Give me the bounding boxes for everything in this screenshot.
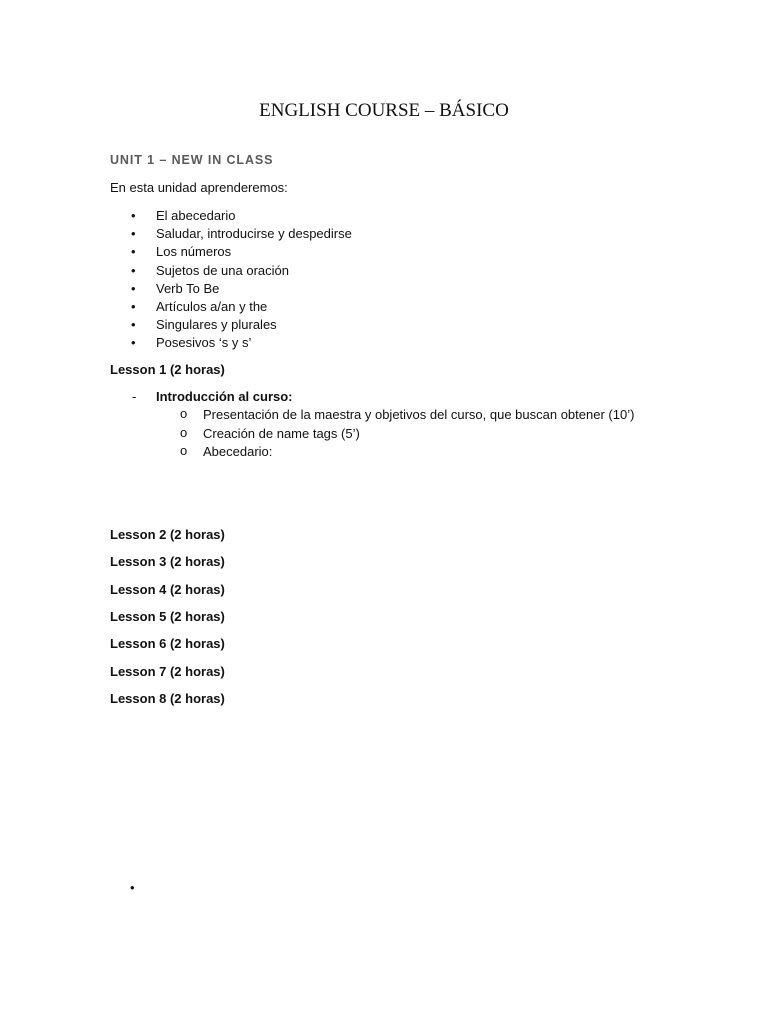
lesson-2-heading: Lesson 2 (2 horas) [110,527,225,542]
list-item [110,280,352,298]
bullet-icon: • [131,262,136,278]
lesson-1-heading: Lesson 1 (2 horas) [110,362,225,377]
topic-text: Los números [156,244,232,260]
lesson-4-heading: Lesson 4 (2 horas) [110,582,225,597]
bullet-icon: • [131,280,136,296]
list-item [178,425,634,444]
topics-list [110,207,352,353]
circle-bullet-icon: o [180,443,188,458]
lesson-6-heading: Lesson 6 (2 horas) [110,636,225,651]
bullet-icon: • [131,244,136,260]
topic-text: Posesivos ‘s y s’ [156,335,252,351]
list-item [178,443,634,462]
list-item [110,262,352,280]
topic-text: El abecedario [156,208,236,223]
lesson-5-heading: Lesson 5 (2 horas) [110,609,225,624]
topic-text: Singulares y plurales [156,317,277,333]
list-item [178,406,634,425]
bullet-icon: • [131,335,136,351]
circle-bullet-icon: o [180,406,188,421]
topic-text: Artículos a/an y the [156,298,268,314]
empty-bullet-icon: • [130,880,135,895]
course-intro-sublist [178,406,634,462]
circle-bullet-icon: o [180,424,188,440]
list-item [110,334,352,352]
topic-text: Saludar, introducirse y despedirse [156,226,352,242]
unit-intro: En esta unidad aprenderemos: [110,180,288,195]
bullet-icon: • [131,317,136,333]
topic-text: Verb To Be [156,280,220,296]
unit-heading: UNIT 1 – NEW IN CLASS [110,153,274,167]
course-intro-label: Introducción al curso: [156,389,293,404]
list-item [110,316,352,334]
topic-text: Sujetos de una oración [156,262,289,278]
lesson-7-heading: Lesson 7 (2 horas) [110,664,225,679]
lesson-8-heading: Lesson 8 (2 horas) [110,691,225,706]
dash-marker: - [132,389,137,404]
sub-item-text: Abecedario: [203,444,273,459]
list-item [110,298,352,316]
bullet-icon: • [131,298,136,314]
bullet-icon: • [131,208,136,223]
lesson-3-heading: Lesson 3 (2 horas) [110,554,225,569]
sub-item-text: Creación de name tags (5’) [203,425,360,441]
sub-item-text: Presentación de la maestra y objetivos del curso, que buscan obtener (10’) [203,407,635,422]
list-item [110,207,352,225]
list-item [110,243,352,261]
list-item [110,225,352,243]
page-title: ENGLISH COURSE – BÁSICO [259,100,509,121]
bullet-icon: • [131,226,136,242]
